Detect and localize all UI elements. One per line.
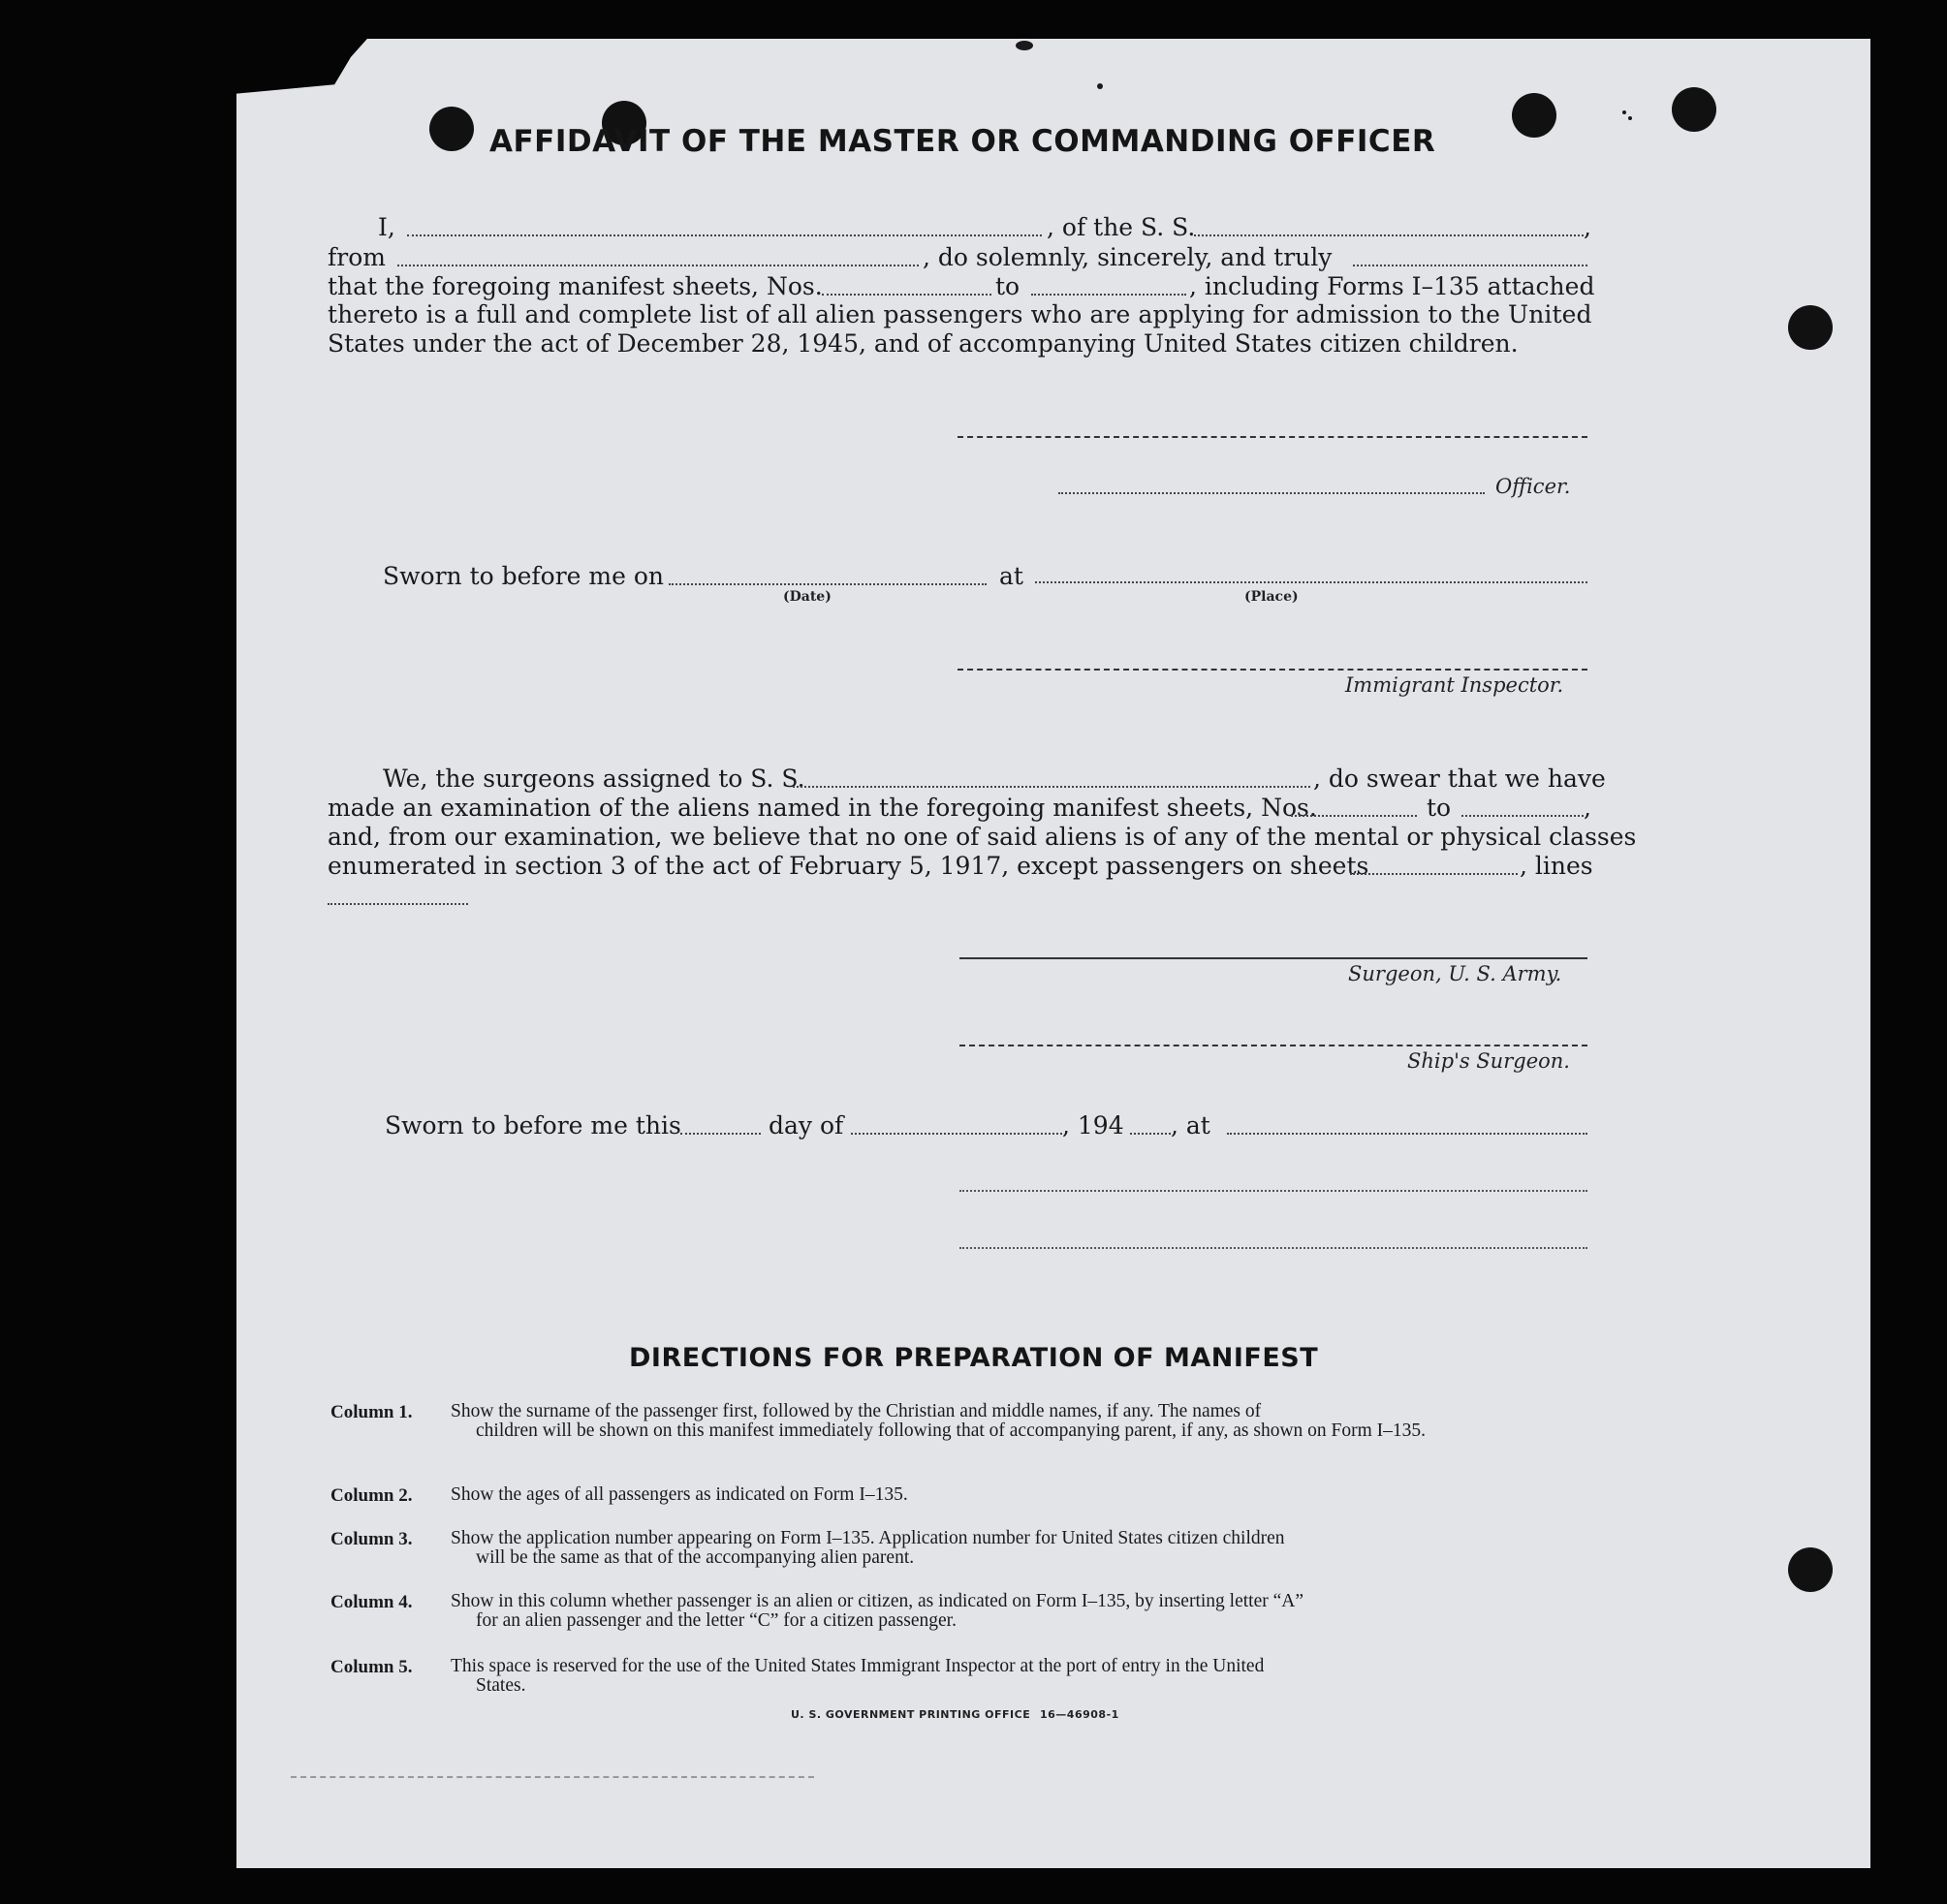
- column-instruction-first-line: Show the ages of all passengers as indicated on Form I–135.: [451, 1484, 908, 1505]
- affidavit-to: to: [995, 272, 1021, 300]
- directions-title: DIRECTIONS FOR PREPARATION OF MANIFEST: [629, 1343, 1319, 1373]
- oath-field[interactable]: [1353, 265, 1587, 266]
- sworn2-signature-line-1[interactable]: [959, 1190, 1587, 1192]
- surgeons-line1a: We, the surgeons assigned to S. S.: [383, 765, 805, 793]
- sworn2-signature-line-2[interactable]: [959, 1247, 1587, 1249]
- sworn2-place-field[interactable]: [1227, 1133, 1587, 1135]
- surgeon-sheet-to-field[interactable]: [1461, 815, 1584, 817]
- ship-surgeon-caption: Ship's Surgeon.: [1407, 1049, 1570, 1073]
- bottom-edge-mark: [291, 1776, 814, 1778]
- master-signature-line[interactable]: [958, 436, 1587, 438]
- army-surgeon-caption: Surgeon, U. S. Army.: [1348, 962, 1562, 985]
- inspector-signature-line[interactable]: [958, 669, 1587, 671]
- column-instruction-first-line: Show the application number appearing on Form I–135. Application number for United States citizen children: [451, 1528, 1285, 1548]
- except-lines-field[interactable]: [328, 903, 468, 905]
- sheet-to-field[interactable]: [1031, 294, 1186, 296]
- column-instruction: [451, 1485, 1585, 1505]
- column-instruction-first-line: Show the surname of the passenger first, followed by the Christian and middle names, if any. The names of: [451, 1401, 1262, 1421]
- departure-port-field[interactable]: [397, 265, 919, 266]
- date-caption: (Date): [783, 589, 832, 605]
- form-number: 16—46908-1: [1040, 1708, 1119, 1721]
- column-instruction: [451, 1592, 1585, 1631]
- printing-office: U. S. GOVERNMENT PRINTING OFFICE: [791, 1708, 1031, 1721]
- affidavit-line5: States under the act of December 28, 1945, and of accompanying United States citizen children.: [328, 329, 1519, 358]
- punch-hole: [429, 107, 474, 151]
- place-caption: (Place): [1244, 589, 1299, 605]
- affidavit-ss: , of the S. S.: [1047, 213, 1196, 241]
- column-instruction-continuation: will be the same as that of the accompanying alien parent.: [476, 1547, 915, 1568]
- sworn-place-field[interactable]: [1035, 581, 1587, 583]
- column-instruction: [451, 1402, 1585, 1441]
- column-label: Column 1.: [330, 1402, 413, 1422]
- officer-signature-line[interactable]: [1058, 492, 1485, 494]
- surgeons-line1b: , do swear that we have: [1313, 765, 1606, 793]
- column-instruction-continuation: children will be shown on this manifest immediately following that of accompanying parent, if any, as shown on Form I–135.: [476, 1420, 1427, 1441]
- officer-name-field[interactable]: [407, 234, 1042, 236]
- surgeons-lines: , lines: [1520, 852, 1593, 880]
- column-instruction-first-line: This space is reserved for the use of the United States Immigrant Inspector at the port of entry in the United: [451, 1656, 1265, 1676]
- speck: [1016, 41, 1033, 50]
- affidavit-sheets: that the foregoing manifest sheets, Nos.: [328, 272, 823, 300]
- column-instruction-continuation: for an alien passenger and the letter “C” for a citizen passenger.: [476, 1610, 957, 1631]
- column-label: Column 4.: [330, 1592, 413, 1612]
- column-label: Column 3.: [330, 1529, 413, 1549]
- punch-hole: [1788, 1547, 1833, 1592]
- affidavit-solemnly: , do solemnly, sincerely, and truly: [923, 243, 1333, 271]
- sheet-from-field[interactable]: [822, 294, 991, 296]
- affidavit-comma: ,: [1584, 213, 1591, 241]
- sworn2-d: , at: [1171, 1111, 1210, 1139]
- punch-hole: [1672, 87, 1716, 132]
- sworn2-a: Sworn to before me this: [385, 1111, 681, 1139]
- speck: [1622, 110, 1626, 114]
- sworn2-c: , 194: [1062, 1111, 1124, 1139]
- column-label: Column 5.: [330, 1657, 413, 1677]
- page-title: AFFIDAVIT OF THE MASTER OR COMMANDING OFFICER: [489, 124, 1436, 159]
- surgeons-line3: and, from our examination, we believe that no one of said aliens is of any of the mental or physical classes: [328, 823, 1637, 851]
- punch-hole: [1788, 305, 1833, 350]
- affidavit-from: from: [328, 243, 386, 271]
- ship-surgeon-signature-line[interactable]: [959, 1045, 1587, 1046]
- surgeons-line4a: enumerated in section 3 of the act of February 5, 1917, except passengers on sheets: [328, 852, 1369, 880]
- inspector-caption: Immigrant Inspector.: [1345, 673, 1564, 697]
- surgeons-comma: ,: [1584, 794, 1591, 822]
- army-surgeon-signature-line[interactable]: [959, 957, 1587, 959]
- sworn2-year-field[interactable]: [1130, 1133, 1171, 1135]
- surgeons-to: to: [1427, 794, 1452, 822]
- column-instruction-first-line: Show in this column whether passenger is an alien or citizen, as indicated on Form I–135, by inserting letter “A”: [451, 1591, 1303, 1611]
- sworn2-month-field[interactable]: [851, 1133, 1062, 1135]
- surgeon-sheet-from-field[interactable]: [1291, 815, 1417, 817]
- sworn-label: Sworn to before me on: [383, 562, 665, 590]
- sworn-at: at: [999, 562, 1023, 590]
- column-label: Column 2.: [330, 1485, 413, 1506]
- punch-hole: [1512, 93, 1556, 138]
- sworn2-day-field[interactable]: [680, 1133, 761, 1135]
- column-instruction: [451, 1657, 1585, 1696]
- affidavit-line4: thereto is a full and complete list of all alien passengers who are applying for admission to the United: [328, 300, 1592, 328]
- affidavit-i: I,: [378, 213, 395, 241]
- column-instruction: [451, 1529, 1585, 1568]
- sworn2-b: day of: [769, 1111, 844, 1139]
- ship-name-field[interactable]: [1194, 234, 1584, 236]
- speck: [1097, 83, 1103, 89]
- speck: [1628, 116, 1632, 120]
- column-instruction-continuation: States.: [476, 1675, 526, 1696]
- officer-caption: Officer.: [1495, 475, 1571, 498]
- sworn-date-field[interactable]: [669, 583, 987, 585]
- surgeons-line2a: made an examination of the aliens named in the foregoing manifest sheets, Nos.: [328, 794, 1317, 822]
- affidavit-including: , including Forms I–135 attached: [1189, 272, 1595, 300]
- except-sheets-field[interactable]: [1350, 873, 1518, 875]
- surgeon-ship-field[interactable]: [793, 786, 1310, 788]
